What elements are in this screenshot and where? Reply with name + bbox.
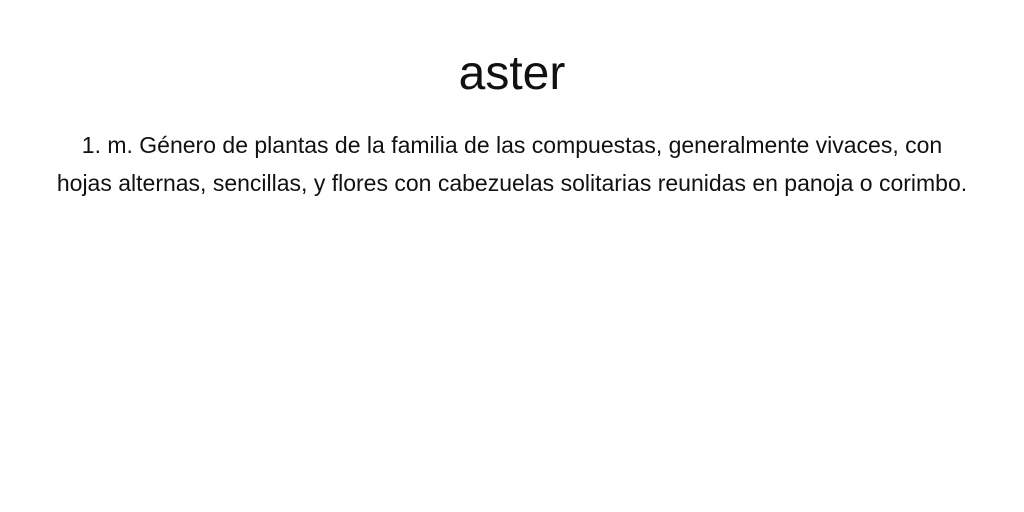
headword-title: aster (458, 47, 566, 100)
definition-text: 1. m. Género de plantas de la familia de las compuestas, generalmente vivaces, con hojas alternas, sencillas, y flores con cabezuelas solitarias reunidas en panoja o corimbo. (56, 132, 968, 196)
